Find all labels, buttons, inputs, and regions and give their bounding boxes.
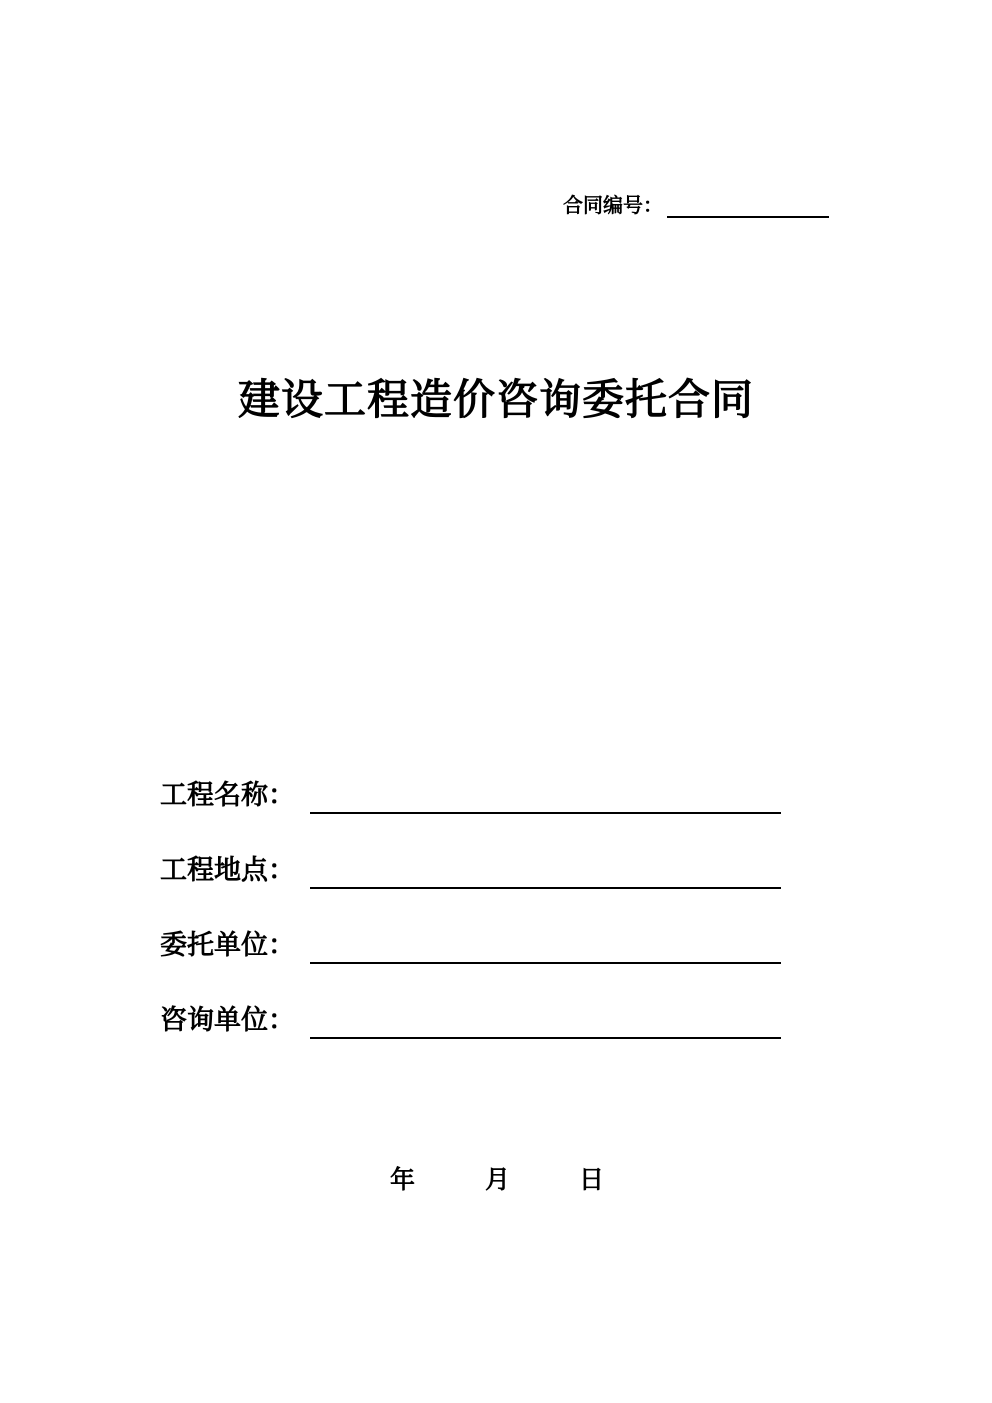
client-unit-row <box>160 928 781 964</box>
client-unit-label: 委托单位： <box>160 930 295 961</box>
contract-number-row <box>563 192 829 218</box>
client-unit-field[interactable] <box>310 932 781 964</box>
contract-number-label: 合同编号： <box>563 193 663 217</box>
consulting-unit-field[interactable] <box>310 1007 781 1039</box>
contract-number-field[interactable] <box>667 194 829 218</box>
date-year-label: 年 <box>390 1165 416 1194</box>
date-day-label: 日 <box>579 1165 605 1194</box>
project-location-row <box>160 853 781 889</box>
date-row <box>0 1162 992 1198</box>
project-location-field[interactable] <box>310 857 781 889</box>
document-title: 建设工程造价咨询委托合同 <box>237 375 754 424</box>
project-name-label: 工程名称： <box>160 780 295 811</box>
project-name-row <box>160 778 781 814</box>
consulting-unit-row <box>160 1003 781 1039</box>
project-name-field[interactable] <box>310 782 781 814</box>
date-month-label: 月 <box>485 1165 511 1194</box>
project-location-label: 工程地点： <box>160 855 295 886</box>
consulting-unit-label: 咨询单位： <box>160 1005 295 1036</box>
